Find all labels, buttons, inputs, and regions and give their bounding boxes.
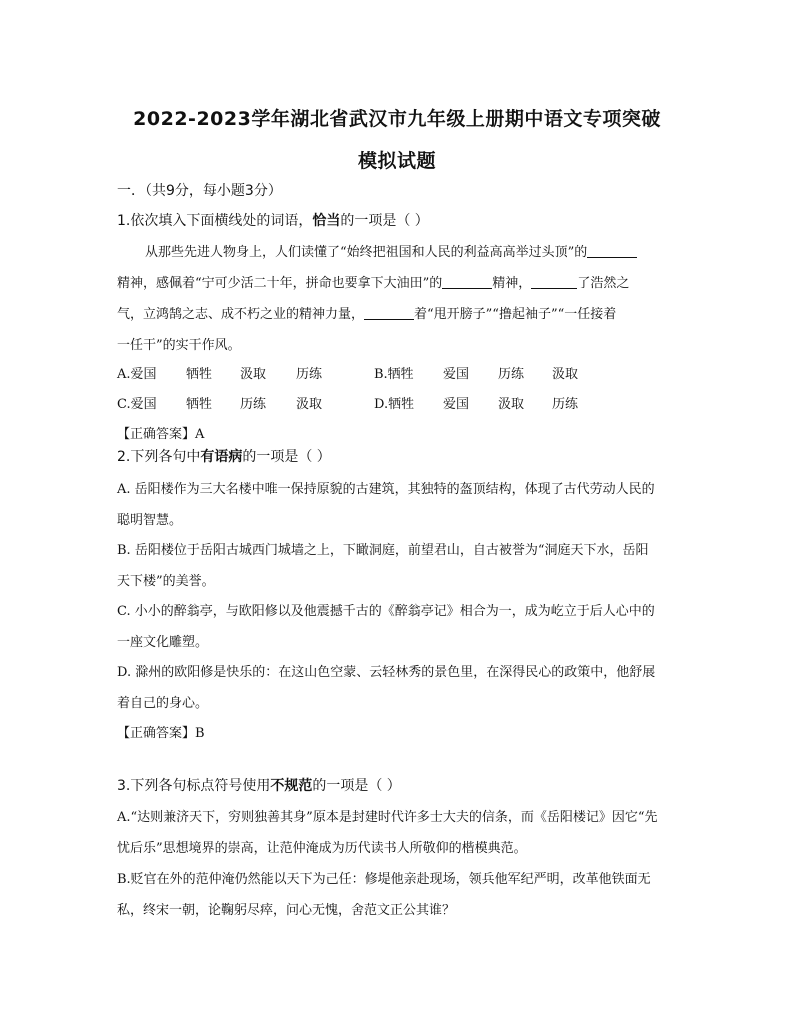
option-d-word-1: D.牺牲	[374, 397, 415, 412]
document-subtitle: 模拟试题	[357, 150, 436, 172]
option-c-word-4: 汲取	[296, 397, 323, 412]
fill-blank-4	[364, 307, 414, 320]
passage-text: 精神，	[492, 276, 532, 291]
option-a-word-3: 汲取	[240, 367, 267, 382]
option-b-word-3: 历练	[498, 367, 525, 382]
option-b-word-2: 爱国	[443, 367, 470, 382]
question-2-option-c-line-1: C. 小小的醉翁亭，与欧阳修以及他震撼千古的《醉翁亭记》相合为一，成为屹立于后人心中的	[117, 604, 655, 619]
passage-text: 了浩然之	[577, 276, 630, 291]
question-3-option-a-line-1: A.“达则兼济天下，穷则独善其身”原本是封建时代许多士大夫的信条，而《岳阳楼记》因它“先	[117, 810, 658, 825]
question-2-answer: 【正确答案】B	[117, 726, 205, 741]
question-1-passage-line-3	[117, 303, 616, 322]
option-c-word-2: 牺牲	[186, 397, 213, 412]
passage-text: 精神，感佩着“宁可少活二十年，拼命也要拿下大油田”的	[117, 276, 443, 291]
option-d-word-4: 历练	[552, 397, 579, 412]
question-1-answer: 【正确答案】A	[117, 427, 205, 442]
question-1-passage-line-4: 一任干”的实干作风。	[117, 338, 241, 353]
option-d-word-3: 汲取	[498, 397, 525, 412]
question-1-stem-emphasis: 恰当	[312, 213, 341, 229]
section-header: 一．（共9分，每小题3分）	[117, 183, 282, 199]
fill-blank-2	[442, 276, 492, 289]
question-2-stem-post: 的一项是（ ）	[242, 449, 331, 465]
question-1-stem-pre: 1.依次填入下面横线处的词语，	[117, 213, 313, 229]
option-c-word-3: 历练	[240, 397, 267, 412]
question-2-option-a-line-2: 聪明智慧。	[117, 513, 183, 528]
question-2-option-b-line-1: B. 岳阳楼位于岳阳古城西门城墙之上，下瞰洞庭，前望君山，自古被誉为“洞庭天下水，岳阳	[117, 543, 649, 558]
option-a-word-4: 历练	[296, 367, 323, 382]
question-1-passage-line-2	[117, 272, 629, 291]
question-3-stem-emphasis: 不规范	[270, 778, 313, 794]
question-3-option-a-line-2: 忧后乐”思想境界的崇高，让范仲淹成为历代读书人所敬仰的楷模典范。	[117, 841, 527, 856]
question-3-stem-pre: 3.下列各句标点符号使用	[117, 778, 271, 794]
question-1-stem-post: 的一项是（ ）	[340, 213, 429, 229]
option-c-word-1: C.爱国	[117, 397, 157, 412]
question-3-option-b-line-2: 私，终宋一朝，论鞠躬尽瘁，问心无愧，舍范文正公其谁？	[117, 903, 456, 918]
question-3-stem	[117, 775, 401, 795]
passage-text: 着“甩开膀子”“撸起袖子”“一任接着	[414, 307, 617, 322]
question-3-stem-post: 的一项是（ ）	[312, 778, 401, 794]
question-2-stem-emphasis: 有语病	[200, 449, 243, 465]
question-2-stem-pre: 2.下列各句中	[117, 449, 201, 465]
option-b-word-4: 汲取	[552, 367, 579, 382]
question-2-option-d-line-1: D. 滁州的欧阳修是快乐的：在这山色空蒙、云轻林秀的景色里，在深得民心的政策中，他舒展	[117, 665, 656, 680]
question-2-option-a-line-1: A. 岳阳楼作为三大名楼中唯一保持原貌的古建筑，其独特的盔顶结构，体现了古代劳动人民的	[117, 482, 655, 497]
question-2-stem	[117, 446, 331, 466]
question-2-option-d-line-2: 着自己的身心。	[117, 696, 209, 711]
passage-text: 从那些先进人物身上，人们读懂了“始终把祖国和人民的利益高高举过头顶”的	[145, 245, 588, 260]
question-1-passage-line-1	[145, 241, 637, 260]
question-2-option-b-line-2: 天下楼”的美誉。	[117, 574, 215, 589]
question-2-option-c-line-2: 一座文化雕塑。	[117, 635, 209, 650]
passage-text: 气，立鸿鹄之志、成不朽之业的精神力量，	[117, 307, 365, 322]
option-b-word-1: B.牺牲	[374, 367, 414, 382]
fill-blank-3	[531, 276, 577, 289]
document-title: 2022-2023学年湖北省武汉市九年级上册期中语文专项突破	[133, 108, 661, 130]
question-1-stem	[117, 210, 429, 230]
option-a-word-2: 牺牲	[186, 367, 213, 382]
option-d-word-2: 爱国	[443, 397, 470, 412]
fill-blank-1	[587, 245, 637, 258]
question-3-option-b-line-1: B.贬官在外的范仲淹仍然能以天下为己任：修堤他亲赴现场，领兵他军纪严明，改革他铁面无	[117, 872, 651, 887]
option-a-word-1: A.爱国	[117, 367, 157, 382]
